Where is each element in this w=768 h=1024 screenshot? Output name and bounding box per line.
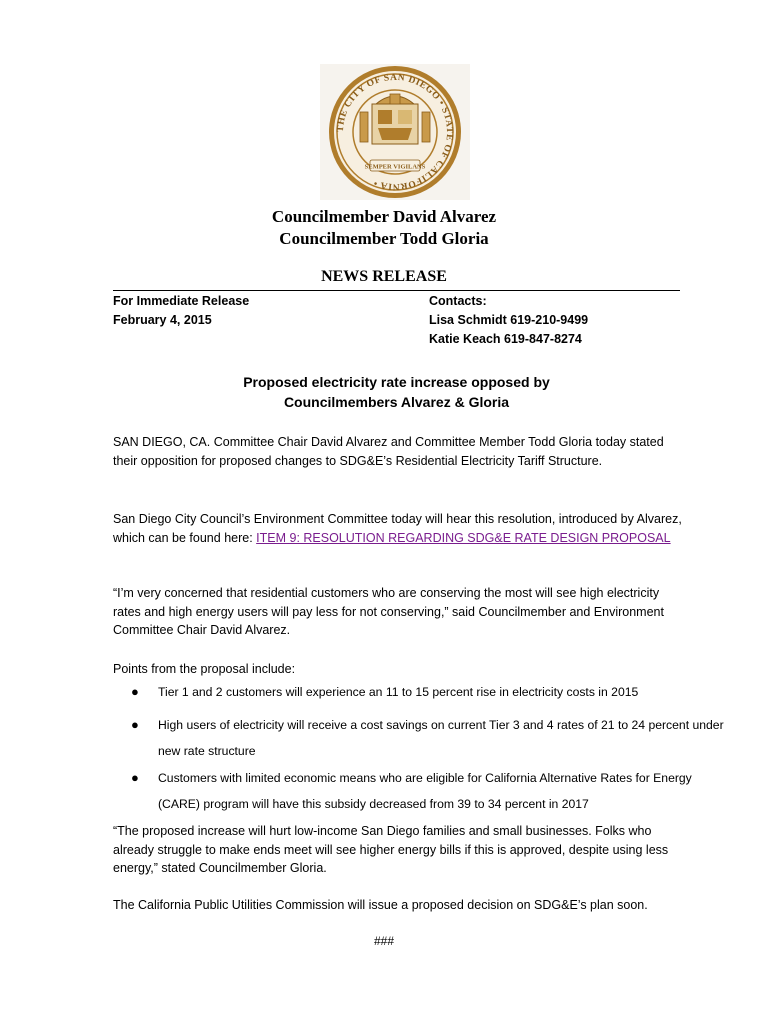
paragraph-resolution-text: San Diego City Council’s Environment Committee today will hear this resolution, introduced by Alvarez, which can be found here: <box>113 512 682 545</box>
bullet-icon: ● <box>131 717 139 732</box>
svg-text:SEMPER VIGILANS: SEMPER VIGILANS <box>364 163 426 171</box>
resolution-link[interactable]: ITEM 9: RESOLUTION REGARDING SDG&E RATE DESIGN PROPOSAL <box>256 530 671 545</box>
contact-2: Katie Keach 619-847-8274 <box>429 332 582 346</box>
councilmember-name-1: Councilmember David Alvarez <box>271 207 497 226</box>
headline-line-1: Proposed electricity rate increase opposed by <box>243 374 550 390</box>
list-item <box>113 712 728 764</box>
release-date: February 4, 2015 <box>113 313 212 327</box>
contact-1: Lisa Schmidt 619-210-9499 <box>429 313 589 327</box>
councilmember-name-2: Councilmember Todd Gloria <box>279 229 489 248</box>
contacts-label: Contacts: <box>429 294 487 308</box>
headline <box>113 372 680 412</box>
list-item-text: Customers with limited economic means who are eligible for California Alternative Rates for Energy (CARE) program will have this subsidy decreased from 39 to 34 percent in 2017 <box>158 771 692 811</box>
paragraph-gloria-quote: “The proposed increase will hurt low-income San Diego families and small businesses. Folks who already struggle to make ends meet will see higher energy bills if this is approved, despite using less energy,” stated Councilmember Gloria. <box>113 824 669 875</box>
paragraph-resolution <box>113 510 683 547</box>
svg-text:THE CITY OF SAN DIEGO • STATE: THE CITY OF SAN DIEGO • STATE OF CALIFORNIA • <box>335 72 455 192</box>
headline-line-2: Councilmembers Alvarez & Gloria <box>283 394 510 410</box>
paragraph-cpuc: The California Public Utilities Commission will issue a proposed decision on SDG&E’s plan soon. <box>113 898 648 912</box>
list-item-text: High users of electricity will receive a cost savings on current Tier 3 and 4 rates of 21 to 24 percent under new rate structure <box>158 718 724 758</box>
paragraph-alvarez-quote: “I’m very concerned that residential customers who are conserving the most will see high electricity rates and high energy users will pay less for not conserving,” said Councilmember and Environment Committee Chair David Alvarez. <box>113 586 664 637</box>
news-release-title: NEWS RELEASE <box>321 268 447 285</box>
list-item <box>113 765 728 817</box>
end-mark: ### <box>373 934 395 948</box>
bullet-icon: ● <box>131 684 139 699</box>
list-item-text: Tier 1 and 2 customers will experience an 11 to 15 percent rise in electricity costs in 2015 <box>158 685 639 699</box>
release-type: For Immediate Release <box>113 294 250 308</box>
header-divider <box>113 290 680 291</box>
city-seal-logo <box>320 64 470 200</box>
bullet-icon: ● <box>131 770 139 785</box>
release-info <box>113 292 249 330</box>
contacts-block <box>429 292 588 349</box>
list-item <box>113 679 728 705</box>
paragraph-intro: SAN DIEGO, CA. Committee Chair David Alvarez and Committee Member Todd Gloria today stated their opposition for proposed changes to SDG&E’s Residential Electricity Tariff Structure. <box>113 435 664 468</box>
paragraph-points-intro: Points from the proposal include: <box>113 662 296 676</box>
